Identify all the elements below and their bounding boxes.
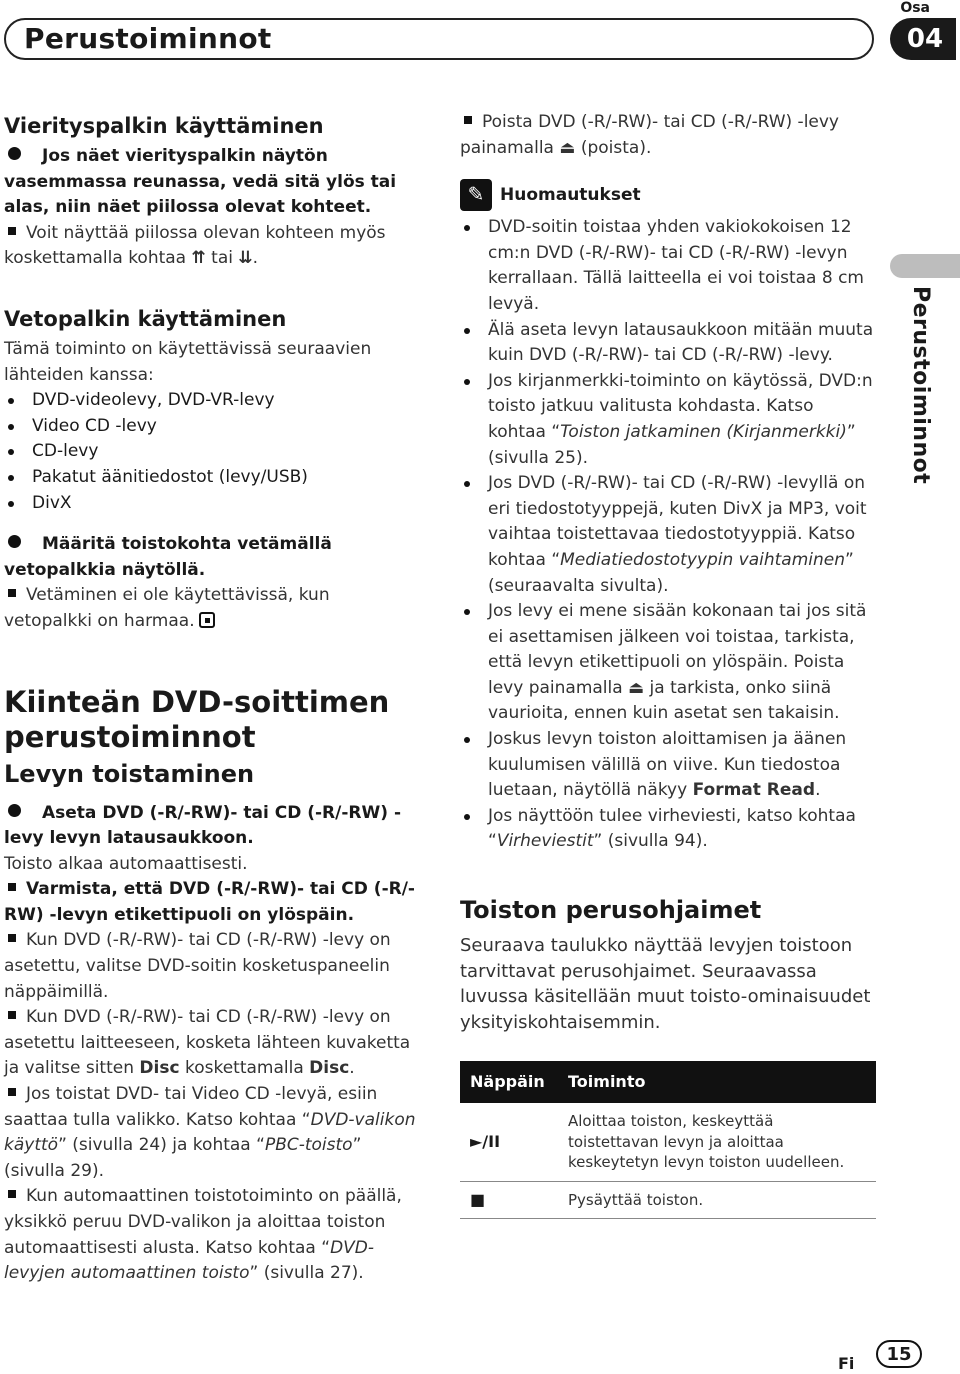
table-row <box>460 1181 876 1219</box>
drag-step: Määritä toistokohta vetämällä vetopalkkia näytöllä. <box>4 534 332 580</box>
play-pause-key: ►/II <box>460 1103 558 1181</box>
table-row <box>460 1103 876 1181</box>
page-number: 15 <box>876 1340 922 1368</box>
list-item: Joskus levyn toiston aloittamisen ja äänen kuulumisen välillä on viive. Kun tiedostoa luetaan, näytöllä näkyy Format Read. <box>460 727 876 804</box>
table-header-row <box>460 1061 876 1103</box>
pencil-icon: ✎ <box>460 179 492 211</box>
step-bullet-icon <box>8 804 21 817</box>
drag-heading: Vetopalkin käyttäminen <box>4 306 287 331</box>
side-tab-label: Perustoiminnot <box>908 286 933 485</box>
note-bullet-icon <box>8 883 16 891</box>
note-bullet-icon <box>8 934 16 942</box>
page-title: Perustoiminnot <box>24 22 272 55</box>
column-header-key: Näppäin <box>460 1061 558 1103</box>
note-auto: Kun automaattinen toistotoiminto on päällä, yksikkö peruu DVD-valikon ja aloittaa toiston automaattisesti alusta. Katso kohtaa “DVD-levyjen automaattinen toisto” (sivulla 27). <box>4 1186 402 1284</box>
scroll-step: Jos näet vierityspalkin näytön vasemmassa reunassa, vedä sitä ylös tai alas, niin näet piilossa olevat kohteet. <box>4 146 397 218</box>
left-column <box>4 110 422 1287</box>
notes-heading-row: ✎ Huomautukset <box>460 179 876 211</box>
note-bullet-icon <box>8 589 16 597</box>
scroll-up-icon: ⇈ <box>191 248 206 269</box>
list-item: CD-levy <box>4 439 422 465</box>
play-heading: Levyn toistaminen <box>4 759 255 788</box>
note-bullet-icon <box>8 1088 16 1096</box>
list-item: Jos DVD (-R/-RW)- tai CD (-R/-RW) -levyllä on eri tiedostotyyppejä, kuten DivX ja MP3, voit vaihtaa toistettavaa tiedostotyyppiä. Katso kohtaa “Mediatiedostotyypin vaihtaminen” (seuraavalta sivulta). <box>460 471 876 599</box>
notes-list <box>460 215 876 855</box>
note-bullet-icon <box>464 116 472 124</box>
note-bullet-icon <box>8 1190 16 1198</box>
list-item: DivX <box>4 491 422 517</box>
table-cell: Pysäyttää toiston. <box>558 1181 876 1219</box>
list-item: Video CD -levy <box>4 414 422 440</box>
note-insert-b: Kun DVD (-R/-RW)- tai CD (-R/-RW) -levy on asetettu laitteeseen, kosketa lähteen kuvaketta ja valitse sitten Disc koskettamalla Disc. <box>4 1007 411 1079</box>
side-tab-bar <box>890 254 960 278</box>
note-bullet-icon <box>8 227 16 235</box>
scroll-note: Voit näyttää piilossa olevan kohteen myös koskettamalla kohtaa ⇈ tai ⇊. <box>4 222 386 269</box>
list-item: Jos levy ei mene sisään kokonaan tai jos sitä ei asettamisen jälkeen voi toistaa, tarkista, että levyn etikettipuoli on ylöspäin. Poista levy painamalla ⏏ ja tarkista, onko siinä vaurioita, ennen kuin asetat sen takaisin. <box>460 599 876 727</box>
list-item: Jos kirjanmerkki-toiminto on käytössä, DVD:n toisto jatkuu valitusta kohdasta. Katso kohtaa “Toiston jatkaminen (Kirjanmerkki)” (sivulla 25). <box>460 369 876 471</box>
table-cell: Aloittaa toiston, keskeyttää toistettavan levyn ja aloittaa keskeytetyn levyn toiston uudelleen. <box>558 1103 876 1181</box>
step-bullet-icon <box>8 147 21 160</box>
end-mark-icon <box>199 612 215 628</box>
note-menu: Jos toistat DVD- tai Video CD -levyä, esiin saattaa tulla valikko. Katso kohtaa “DVD-valikon käyttö” (sivulla 24) ja kohtaa “PBC-toisto” (sivulla 29). <box>4 1084 416 1181</box>
play-auto: Toisto alkaa automaattisesti. <box>4 853 248 874</box>
drag-note: Vetäminen ei ole käytettävissä, kun vetopalkki on harmaa. <box>4 585 330 631</box>
language-code: Fi <box>838 1354 855 1373</box>
list-item: DVD-soitin toistaa yhden vakiokokoisen 12 cm:n DVD (-R/-RW)- tai CD (-R/-RW) -levyn kerrallaan. Tällä laitteella ei voi toistaa 8 cm levyä. <box>460 215 876 317</box>
note-bullet-icon <box>8 1011 16 1019</box>
list-item: Pakatut äänitiedostot (levy/USB) <box>4 465 422 491</box>
scroll-heading: Vierityspalkin käyttäminen <box>4 114 324 138</box>
chapter-number: 04 <box>890 18 956 60</box>
eject-icon: ⏏ <box>559 137 576 158</box>
controls-heading: Toiston perusohjaimet <box>460 896 762 925</box>
list-item: DVD-videolevy, DVD-VR-levy <box>4 388 422 414</box>
stop-key: ■ <box>460 1181 558 1219</box>
step-bullet-icon <box>8 535 21 548</box>
controls-intro: Seuraava taulukko näyttää levyjen toistoon tarvittavat perusohjaimet. Seuraavassa luvussa käsitellään muut toisto-ominaisuudet yksityiskohtaisemmin. <box>460 935 871 1033</box>
eject-icon: ⏏ <box>628 677 645 698</box>
dvd-heading: Kiinteän DVD-soittimen perustoiminnot <box>4 684 390 754</box>
eject-note: Poista DVD (-R/-RW)- tai CD (-R/-RW) -levy painamalla ⏏ (poista). <box>460 112 839 158</box>
drag-intro: Tämä toiminto on käytettävissä seuraavien lähteiden kanssa: <box>4 338 372 385</box>
scroll-down-icon: ⇊ <box>238 248 253 269</box>
note-insert-a: Kun DVD (-R/-RW)- tai CD (-R/-RW) -levy on asetettu, valitse DVD-soitin kosketuspaneelin näppäimillä. <box>4 930 391 1002</box>
list-item: Älä aseta levyn latausaukkoon mitään muuta kuin DVD (-R/-RW)- tai CD (-R/-RW) -levy. <box>460 318 876 369</box>
play-step: Aseta DVD (-R/-RW)- tai CD (-R/-RW) -levy levyn latausaukkoon. <box>4 802 402 849</box>
section-label: Osa <box>900 0 930 16</box>
controls-table <box>460 1061 876 1219</box>
list-item: Jos näyttöön tulee virheviesti, katso kohtaa “Virheviestit” (sivulla 94). <box>460 804 876 855</box>
source-list <box>4 388 422 516</box>
note-label-side: Varmista, että DVD (-R/-RW)- tai CD (-R/-RW) -levyn etikettipuoli on ylöspäin. <box>4 879 415 925</box>
column-header-action: Toiminto <box>558 1061 876 1103</box>
right-column <box>460 110 876 1219</box>
